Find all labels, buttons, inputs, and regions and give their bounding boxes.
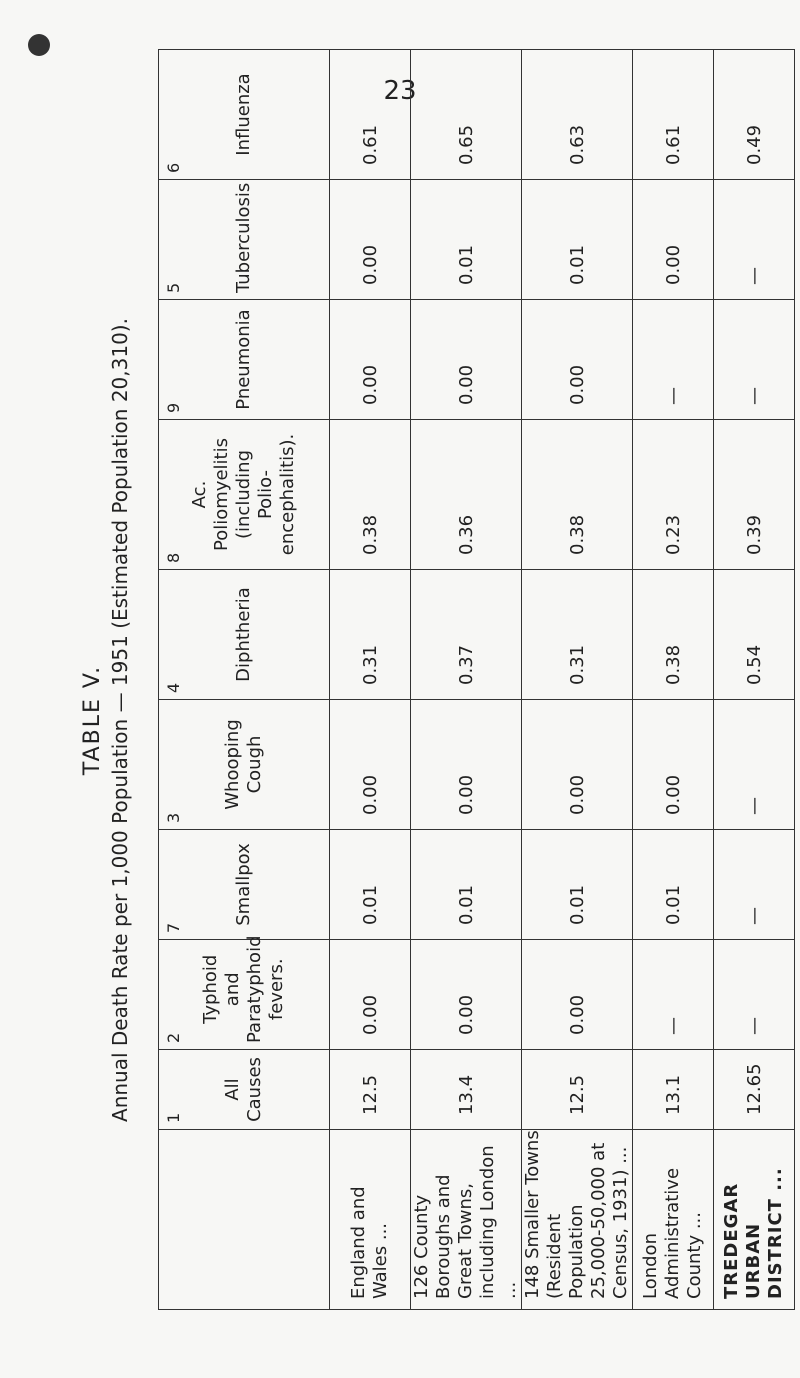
- header-cell-typhoid: 2 Typhoid and Paratyphoid fevers.: [159, 940, 330, 1050]
- table-cell: 0.54: [714, 570, 795, 700]
- table-cell: 0.31: [330, 570, 411, 700]
- table-cell: 12.5: [330, 1050, 411, 1130]
- table-title: Annual Death Rate per 1,000 Population — 1951 (Estimated Population 20,310).: [108, 318, 132, 1122]
- page-number: 23: [383, 76, 417, 106]
- row-label: London Administrative County ...: [633, 1130, 714, 1310]
- header-row: [159, 50, 330, 1310]
- table-cell: 12.65: [714, 1050, 795, 1130]
- table-cell: 0.00: [330, 700, 411, 830]
- table-cell: 0.65: [411, 50, 522, 180]
- table-row: [411, 50, 522, 1310]
- table-cell: 0.37: [411, 570, 522, 700]
- table-cell: 0.38: [633, 570, 714, 700]
- table-row: [330, 50, 411, 1310]
- table-cell: —: [714, 940, 795, 1050]
- header-cell-whooping-cough: 3 Whooping Cough: [159, 700, 330, 830]
- table-cell: 0.38: [522, 420, 633, 570]
- table-cell: 0.23: [633, 420, 714, 570]
- table-cell: 0.00: [330, 180, 411, 300]
- table-caption: [80, 120, 132, 1320]
- table-cell: 0.00: [633, 180, 714, 300]
- table-cell: 0.36: [411, 420, 522, 570]
- table-cell: 0.00: [330, 300, 411, 420]
- table-cell: 0.39: [714, 420, 795, 570]
- row-label: England and Wales ...: [330, 1130, 411, 1310]
- table-cell: 0.31: [522, 570, 633, 700]
- table-cell: 0.63: [522, 50, 633, 180]
- header-cell-influenza: 6 Influenza: [159, 50, 330, 180]
- table-cell: 0.00: [330, 940, 411, 1050]
- header-cell-blank: [159, 1130, 330, 1310]
- table-cell: 0.00: [411, 700, 522, 830]
- row-label: 148 Smaller Towns (Resident Population 25,000-50,000 at Census, 1931) ...: [522, 1130, 633, 1310]
- header-cell-smallpox: 7 Smallpox: [159, 830, 330, 940]
- table-cell: 0.01: [330, 830, 411, 940]
- header-cell-diphtheria: 4 Diphtheria: [159, 570, 330, 700]
- table-cell: 0.00: [522, 940, 633, 1050]
- table-cell: 0.38: [330, 420, 411, 570]
- header-cell-all-causes: 1 All Causes: [159, 1050, 330, 1130]
- table-cell: 13.4: [411, 1050, 522, 1130]
- table-cell: 0.01: [411, 830, 522, 940]
- table-cell: 13.1: [633, 1050, 714, 1130]
- table-cell: 0.49: [714, 50, 795, 180]
- table-cell: —: [714, 830, 795, 940]
- row-label: 126 County Boroughs and Great Towns, including London ...: [411, 1130, 522, 1310]
- rotated-table-stage: [80, 73, 786, 1320]
- table-cell: 0.00: [411, 300, 522, 420]
- table-cell: —: [714, 300, 795, 420]
- table-cell: 0.01: [633, 830, 714, 940]
- table-cell: 12.5: [522, 1050, 633, 1130]
- table-cell: 0.61: [330, 50, 411, 180]
- header-cell-poliomyelitis: 8 Ac. Poliomyelitis (including Polio-encephalitis).: [159, 420, 330, 570]
- header-cell-pneumonia: 9 Pneumonia: [159, 300, 330, 420]
- table-cell: 0.00: [411, 940, 522, 1050]
- table-cell: —: [714, 700, 795, 830]
- table-cell: 0.00: [522, 700, 633, 830]
- row-label: TREDEGAR URBAN DISTRICT ...: [714, 1130, 795, 1310]
- table-row: [522, 50, 633, 1310]
- table-cell: —: [633, 300, 714, 420]
- table-row: [633, 50, 714, 1310]
- table-cell: 0.01: [522, 830, 633, 940]
- table-cell: 0.61: [633, 50, 714, 180]
- table-cell: 0.01: [411, 180, 522, 300]
- table-cell: —: [714, 180, 795, 300]
- table-label: TABLE V.: [80, 664, 105, 776]
- table-cell: 0.01: [522, 180, 633, 300]
- death-rate-table: [158, 49, 795, 1310]
- table-cell: 0.00: [633, 700, 714, 830]
- corner-ink-mark: [28, 34, 50, 56]
- table-row: [714, 50, 795, 1310]
- table-cell: 0.00: [522, 300, 633, 420]
- header-cell-tuberculosis: 5 Tuberculosis: [159, 180, 330, 300]
- table-cell: —: [633, 940, 714, 1050]
